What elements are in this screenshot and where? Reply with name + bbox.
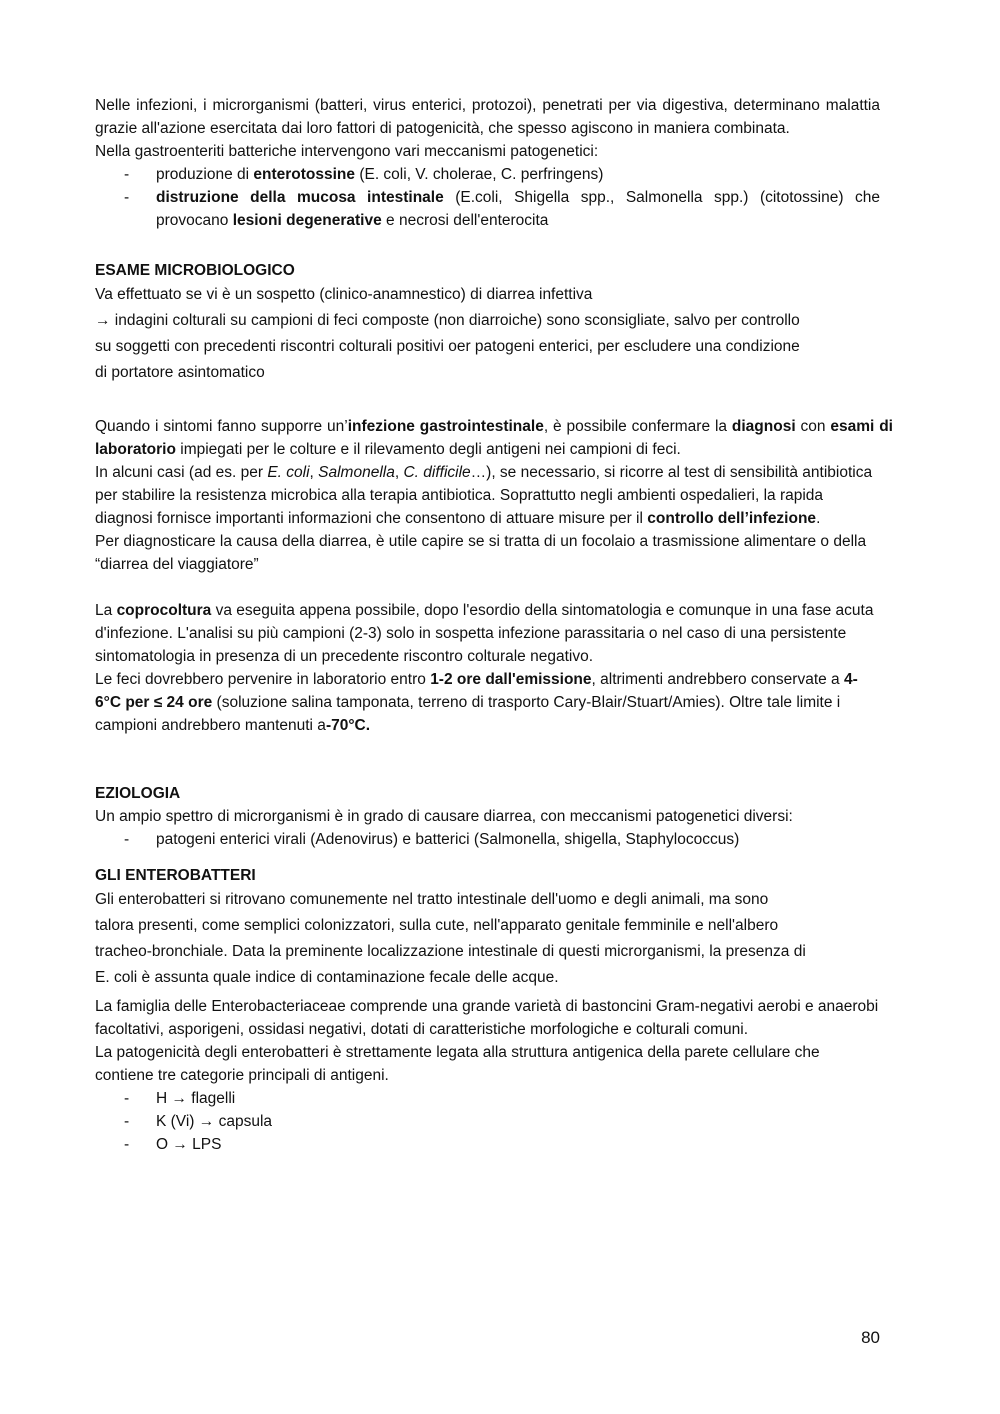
page-number: 80: [861, 1328, 880, 1347]
coproculture-paragraph: La coprocoltura va eseguita appena possibile, dopo l'esordio della sintomatologia e comunque in una fase acuta d'infezione. L'analisi su più campioni (2-3) solo in sospetta infezione parassitaria o nel caso di una persistente sintomatologia in presenza di un precedente riscontro colturale negativo.: [95, 602, 874, 665]
esame-line: Va effettuato se vi è un sospetto (clinico-anamnestico) di diarrea infettiva: [95, 286, 593, 303]
list-dash: -: [124, 831, 130, 848]
enterobatteri-line: Gli enterobatteri si ritrovano comunemente nel tratto intestinale dell'uomo e degli animali, ma sono: [95, 891, 769, 908]
antigen-list: [95, 1087, 893, 1156]
section-heading-esame: ESAME MICROBIOLOGICO: [95, 262, 295, 279]
pathogenic-mechanisms-list: [95, 163, 880, 232]
pathogenicity-paragraph: La patogenicità degli enterobatteri è strettamente legata alla struttura antigenica della parete cellulare che contiene tre categorie principali di antigeni.: [95, 1044, 820, 1084]
list-dash: -: [124, 189, 130, 206]
esame-line: di portatore asintomatico: [95, 364, 265, 381]
list-item: - O → LPS: [95, 1133, 893, 1156]
list-dash: -: [124, 1136, 130, 1153]
list-item: - distruzione della mucosa intestinale (E.coli, Shigella spp., Salmonella spp.) (citotossine) che provocano lesioni degenerative e necrosi dell'enterocita: [95, 186, 880, 232]
intro-paragraph: Nelle infezioni, i microrganismi (batteri, virus enterici, protozoi), penetrati per via digestiva, determinano malattia grazie all'azione esercitata dai loro fattori di patogenicità, che spesso agiscono in maniera combinata.: [95, 97, 880, 137]
enterobacteriaceae-paragraph: La famiglia delle Enterobacteriaceae comprende una grande varietà di bastoncini Gram-negativi aerobi e anaerobi facoltativi, asporigeni, ossidasi negativi, dotati di caratteristiche morfologiche e colturali comuni.: [95, 998, 879, 1038]
list-item: - produzione di enterotossine (E. coli, V. cholerae, C. perfringens): [95, 163, 880, 186]
enterobatteri-line: tracheo-bronchiale. Data la preminente localizzazione intestinale di questi microrganismi, la presenza di: [95, 943, 806, 960]
etiology-list: [95, 828, 893, 851]
enterobatteri-line: E. coli è assunta quale indice di contaminazione fecale delle acque.: [95, 969, 559, 986]
esame-line: → indagini colturali su campioni di feci composte (non diarroiche) sono sconsigliate, salvo per controllo: [95, 312, 800, 329]
list-dash: -: [124, 1090, 130, 1107]
list-dash: -: [124, 166, 130, 183]
list-item: - H → flagelli: [95, 1087, 893, 1110]
intro-paragraph-2: Nella gastroenteriti batteriche intervengono vari meccanismi patogenetici:: [95, 143, 599, 160]
section-heading-enterobatteri: GLI ENTEROBATTERI: [95, 867, 256, 884]
document-page: [95, 94, 893, 1156]
list-dash: -: [124, 1113, 130, 1130]
esame-line: su soggetti con precedenti riscontri colturali positivi oer patogeni enterici, per escludere una condizione: [95, 338, 800, 355]
section-heading-eziologia: EZIOLOGIA: [95, 785, 181, 802]
diarrhea-cause-paragraph: Per diagnosticare la causa della diarrea, è utile capire se si tratta di un focolaio a trasmissione alimentare o della “diarrea del viaggiatore”: [95, 533, 867, 573]
list-item: - patogeni enterici virali (Adenovirus) e batterici (Salmonella, shigella, Staphylococcus): [95, 828, 893, 851]
diagnosis-paragraph: Quando i sintomi fanno supporre un’infezione gastrointestinale, è possibile confermare la diagnosi con esami di laboratorio impiegati per le colture e il rilevamento degli antigeni nei campioni di feci.: [95, 418, 893, 458]
sensitivity-paragraph: In alcuni casi (ad es. per E. coli, Salmonella, C. difficile…), se necessario, si ricorre al test di sensibilità antibiotica per stabilire la resistenza microbica alla terapia antibiotica. Soprattutto negli ambienti ospedalieri, la rapida diagnosi fornisce importanti informazioni che consentono di attuare misure per il controllo dell’infezione.: [95, 464, 873, 527]
sample-conservation-paragraph: Le feci dovrebbero pervenire in laboratorio entro 1-2 ore dall'emissione, altrimenti andrebbero conservate a 4-6°C per ≤ 24 ore (soluzione salina tamponata, terreno di trasporto Cary-Blair/Stuart/Amies). Oltre tale limite i campioni andrebbero mantenuti a-70°C.: [95, 671, 858, 734]
enterobatteri-line: talora presenti, come semplici colonizzatori, sulla cute, nell'apparato genitale femminile e nell'albero: [95, 917, 779, 934]
eziologia-paragraph: Un ampio spettro di microrganismi è in grado di causare diarrea, con meccanismi patogenetici diversi:: [95, 808, 793, 825]
list-item: - K (Vi) → capsula: [95, 1110, 893, 1133]
